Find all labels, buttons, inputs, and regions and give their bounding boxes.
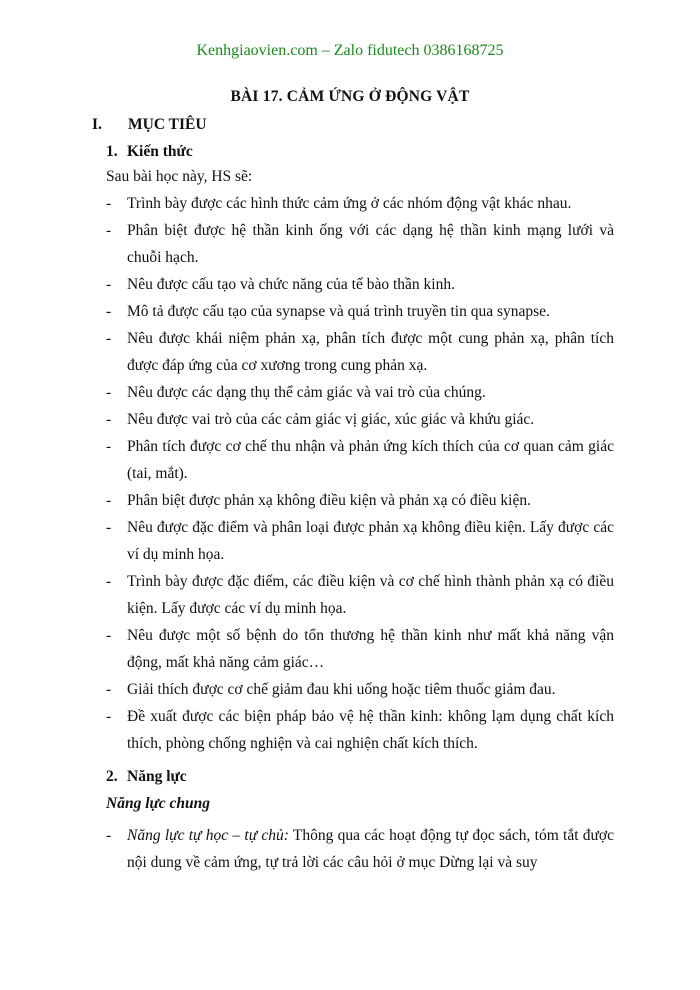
dash-marker: - [106,519,112,536]
dash-marker: - [106,827,112,844]
list-item [106,433,614,487]
list-item-text: Nêu được các dạng thụ thể cảm giác và vai trò của chúng. [127,384,486,401]
dash-marker: - [106,492,112,509]
dash-marker: - [106,627,112,644]
list-item [106,406,614,433]
list-item-text: Phân tích được cơ chế thu nhận và phản ứng kích thích của cơ quan cảm giác (tai, mắt). [127,438,614,482]
list-item [106,487,614,514]
knowledge-list [106,190,614,757]
list-item-text: Mô tả được cấu tạo của synapse và quá trình truyền tin qua synapse. [127,303,550,320]
list-item [106,190,614,217]
lesson-title: BÀI 17. CẢM ỨNG Ở ĐỘNG VẬT [230,88,470,105]
dash-marker: - [106,276,112,293]
list-item-text: Trình bày được các hình thức cảm ứng ở các nhóm động vật khác nhau. [127,195,572,212]
list-item-text: Đề xuất được các biện pháp bảo vệ hệ thần kinh: không lạm dụng chất kích thích, phòng chống nghiện và cai nghiện chất kích thích. [127,708,614,752]
section-heading-objectives [92,116,207,134]
list-item [106,217,614,271]
list-item [106,325,614,379]
subsection-title: Kiến thức [127,143,193,160]
list-item-text: Nêu được đặc điểm và phân loại được phản xạ không điều kiện. Lấy được các ví dụ minh họa. [127,519,614,563]
subsection-heading-knowledge [106,143,193,161]
dash-marker: - [106,573,112,590]
subsection-number: 1. [106,143,118,160]
header-site: Kenhgiaovien.com [196,42,318,59]
list-item [106,379,614,406]
list-item-text: Nêu được cấu tạo và chức năng của tế bào thần kinh. [127,276,455,293]
list-item [106,676,614,703]
dash-marker: - [106,708,112,725]
dash-marker: - [106,411,112,428]
header-contact: Zalo fidutech 0386168725 [333,42,504,59]
list-item-text: Phân biệt được hệ thần kinh ống với các dạng hệ thần kinh mạng lưới và chuỗi hạch. [127,222,614,266]
page-header [0,42,700,60]
dash-marker: - [106,303,112,320]
dash-marker: - [106,330,112,347]
dash-marker: - [106,384,112,401]
list-item [106,703,614,757]
list-item-text: Nêu được vai trò của các cảm giác vị giác, xúc giác và khứu giác. [127,411,535,428]
item-text: Thông qua các hoạt động tự đọc sách, tóm tắt được nội dung về cảm ứng, tự trả lời các câu hỏi ở mục Dừng lại và suy [127,827,614,871]
list-item [106,271,614,298]
list-item-text: Phân biệt được phản xạ không điều kiện và phản xạ có điều kiện. [127,492,531,509]
subsection-number: 2. [106,768,118,785]
general-competence-list [106,822,614,876]
list-item-text: Trình bày được đặc điểm, các điều kiện và cơ chế hình thành phản xạ có điều kiện. Lấy được các ví dụ minh họa. [127,573,614,617]
list-item [106,622,614,676]
dash-marker: - [106,438,112,455]
item-label: Năng lực tự học – tự chủ: [127,827,289,844]
section-title: MỤC TIÊU [128,116,207,133]
list-item-text: Giải thích được cơ chế giảm đau khi uống hoặc tiêm thuốc giảm đau. [127,681,556,698]
list-item-text: Nêu được khái niệm phản xạ, phân tích được một cung phản xạ, phân tích được đáp ứng của cơ xương trong cung phản xạ. [127,330,614,374]
list-item [106,822,614,876]
section-numeral: I. [92,116,102,133]
header-separator: – [317,42,334,59]
general-competence-heading: Năng lực chung [106,795,211,812]
subsection-heading-competence [106,768,187,786]
list-item [106,568,614,622]
list-item [106,298,614,325]
list-item-text: Nêu được một số bệnh do tổn thương hệ thần kinh như mất khả năng vận động, mất khả năng cảm giác… [127,627,614,671]
dash-marker: - [106,222,112,239]
intro-text: Sau bài học này, HS sẽ: [106,168,253,185]
subsection-title: Năng lực [127,768,187,785]
dash-marker: - [106,195,112,212]
list-item [106,514,614,568]
dash-marker: - [106,681,112,698]
